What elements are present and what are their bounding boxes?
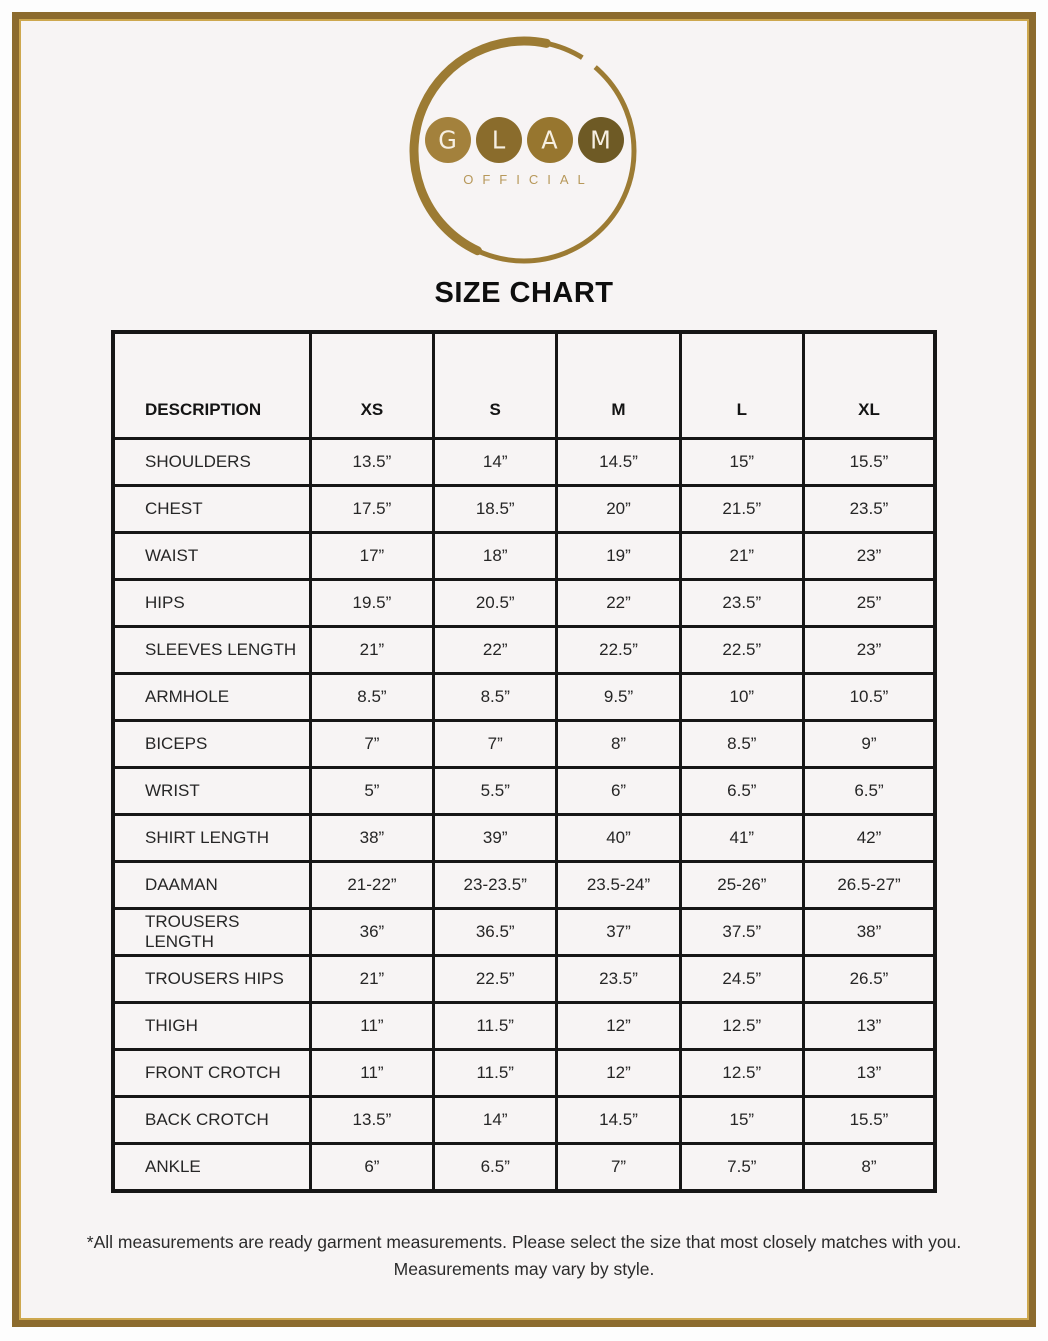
column-header-size: S <box>434 332 557 439</box>
measurement-value: 9” <box>803 721 935 768</box>
row-label: SLEEVES LENGTH <box>113 627 310 674</box>
table-row <box>113 721 935 768</box>
table-row <box>113 1003 935 1050</box>
table-body <box>113 439 935 1192</box>
column-header-size: M <box>557 332 680 439</box>
measurement-value: 15.5” <box>803 439 935 486</box>
measurement-value: 7” <box>434 721 557 768</box>
measurement-value: 21.5” <box>680 486 803 533</box>
measurement-value: 15.5” <box>803 1097 935 1144</box>
measurement-value: 14” <box>434 1097 557 1144</box>
measurement-value: 8” <box>803 1144 935 1192</box>
measurement-value: 25-26” <box>680 862 803 909</box>
row-label: CHEST <box>113 486 310 533</box>
measurement-value: 19” <box>557 533 680 580</box>
row-label: TROUSERS HIPS <box>113 956 310 1003</box>
measurement-value: 22” <box>434 627 557 674</box>
measurement-value: 23.5” <box>557 956 680 1003</box>
measurement-value: 37” <box>557 909 680 956</box>
table-row <box>113 580 935 627</box>
measurement-value: 42” <box>803 815 935 862</box>
column-header-description: DESCRIPTION <box>113 332 310 439</box>
table-row <box>113 1144 935 1192</box>
measurement-value: 6” <box>557 768 680 815</box>
row-label: BACK CROTCH <box>113 1097 310 1144</box>
measurement-value: 10.5” <box>803 674 935 721</box>
measurement-value: 26.5-27” <box>803 862 935 909</box>
measurement-value: 13” <box>803 1050 935 1097</box>
table-row <box>113 439 935 486</box>
table-row <box>113 815 935 862</box>
measurement-value: 13.5” <box>310 1097 433 1144</box>
logo-letter-circle <box>425 117 471 163</box>
measurement-value: 6.5” <box>680 768 803 815</box>
table-header-row <box>113 332 935 439</box>
measurement-value: 38” <box>310 815 433 862</box>
measurement-value: 22” <box>557 580 680 627</box>
measurement-value: 8.5” <box>680 721 803 768</box>
measurement-value: 24.5” <box>680 956 803 1003</box>
footnote <box>19 1229 1029 1283</box>
measurement-value: 20.5” <box>434 580 557 627</box>
size-chart-table <box>111 330 937 1193</box>
measurement-value: 26.5” <box>803 956 935 1003</box>
measurement-value: 19.5” <box>310 580 433 627</box>
measurement-value: 21” <box>310 627 433 674</box>
measurement-value: 17.5” <box>310 486 433 533</box>
measurement-value: 17” <box>310 533 433 580</box>
measurement-value: 39” <box>434 815 557 862</box>
logo-letter-circle <box>527 117 573 163</box>
row-label: SHIRT LENGTH <box>113 815 310 862</box>
measurement-value: 22.5” <box>557 627 680 674</box>
measurement-value: 22.5” <box>680 627 803 674</box>
column-header-size: L <box>680 332 803 439</box>
measurement-value: 14.5” <box>557 1097 680 1144</box>
measurement-value: 18.5” <box>434 486 557 533</box>
measurement-value: 11” <box>310 1003 433 1050</box>
measurement-value: 25” <box>803 580 935 627</box>
measurement-value: 7” <box>310 721 433 768</box>
measurement-value: 11.5” <box>434 1003 557 1050</box>
measurement-value: 20” <box>557 486 680 533</box>
logo-letter: M <box>590 125 611 155</box>
measurement-value: 40” <box>557 815 680 862</box>
footnote-line-2: Measurements may vary by style. <box>393 1259 655 1280</box>
logo-letter: G <box>438 125 457 155</box>
measurement-value: 14.5” <box>557 439 680 486</box>
measurement-value: 23.5” <box>680 580 803 627</box>
measurement-value: 23.5-24” <box>557 862 680 909</box>
table-row <box>113 627 935 674</box>
measurement-value: 23.5” <box>803 486 935 533</box>
table-row <box>113 674 935 721</box>
measurement-value: 6.5” <box>803 768 935 815</box>
logo-subtitle: OFFICIAL <box>463 172 594 187</box>
logo-letter: L <box>491 125 506 155</box>
logo-letter: A <box>541 125 558 155</box>
measurement-value: 21” <box>680 533 803 580</box>
measurement-value: 37.5” <box>680 909 803 956</box>
table-row <box>113 862 935 909</box>
footnote-line-1: *All measurements are ready garment measurements. Please select the size that most closely matches with you. <box>86 1232 962 1252</box>
row-label: SHOULDERS <box>113 439 310 486</box>
measurement-value: 11.5” <box>434 1050 557 1097</box>
measurement-value: 36” <box>310 909 433 956</box>
measurement-value: 13.5” <box>310 439 433 486</box>
row-label: WAIST <box>113 533 310 580</box>
measurement-value: 10” <box>680 674 803 721</box>
row-label: DAAMAN <box>113 862 310 909</box>
measurement-value: 38” <box>803 909 935 956</box>
measurement-value: 12” <box>557 1050 680 1097</box>
measurement-value: 8.5” <box>310 674 433 721</box>
measurement-value: 13” <box>803 1003 935 1050</box>
measurement-value: 14” <box>434 439 557 486</box>
measurement-value: 6” <box>310 1144 433 1192</box>
table-row <box>113 909 935 956</box>
measurement-value: 6.5” <box>434 1144 557 1192</box>
measurement-value: 12.5” <box>680 1050 803 1097</box>
measurement-value: 5.5” <box>434 768 557 815</box>
row-label: ARMHOLE <box>113 674 310 721</box>
measurement-value: 7” <box>557 1144 680 1192</box>
row-label: WRIST <box>113 768 310 815</box>
measurement-value: 9.5” <box>557 674 680 721</box>
measurement-value: 41” <box>680 815 803 862</box>
table-row <box>113 956 935 1003</box>
row-label: BICEPS <box>113 721 310 768</box>
row-label: FRONT CROTCH <box>113 1050 310 1097</box>
logo-letter-circle <box>476 117 522 163</box>
measurement-value: 21” <box>310 956 433 1003</box>
measurement-value: 8.5” <box>434 674 557 721</box>
measurement-value: 8” <box>557 721 680 768</box>
measurement-value: 15” <box>680 1097 803 1144</box>
measurement-value: 11” <box>310 1050 433 1097</box>
table-row <box>113 768 935 815</box>
logo-letter-circle <box>578 117 624 163</box>
measurement-value: 23-23.5” <box>434 862 557 909</box>
measurement-value: 23” <box>803 627 935 674</box>
measurement-value: 36.5” <box>434 909 557 956</box>
table-row <box>113 1050 935 1097</box>
framed-sheet <box>12 12 1036 1327</box>
brand-logo <box>406 33 642 269</box>
measurement-value: 22.5” <box>434 956 557 1003</box>
measurement-value: 12.5” <box>680 1003 803 1050</box>
row-label: THIGH <box>113 1003 310 1050</box>
logo-wordmark <box>425 117 624 163</box>
measurement-value: 21-22” <box>310 862 433 909</box>
table-row <box>113 1097 935 1144</box>
measurement-value: 15” <box>680 439 803 486</box>
page-title: SIZE CHART <box>434 277 614 309</box>
measurement-value: 12” <box>557 1003 680 1050</box>
row-label: TROUSERS LENGTH <box>113 909 310 956</box>
measurement-value: 18” <box>434 533 557 580</box>
measurement-value: 5” <box>310 768 433 815</box>
measurement-value: 23” <box>803 533 935 580</box>
logo-content <box>406 33 642 269</box>
row-label: HIPS <box>113 580 310 627</box>
row-label: ANKLE <box>113 1144 310 1192</box>
column-header-size: XL <box>803 332 935 439</box>
measurement-value: 7.5” <box>680 1144 803 1192</box>
table-row <box>113 486 935 533</box>
table-row <box>113 533 935 580</box>
column-header-size: XS <box>310 332 433 439</box>
